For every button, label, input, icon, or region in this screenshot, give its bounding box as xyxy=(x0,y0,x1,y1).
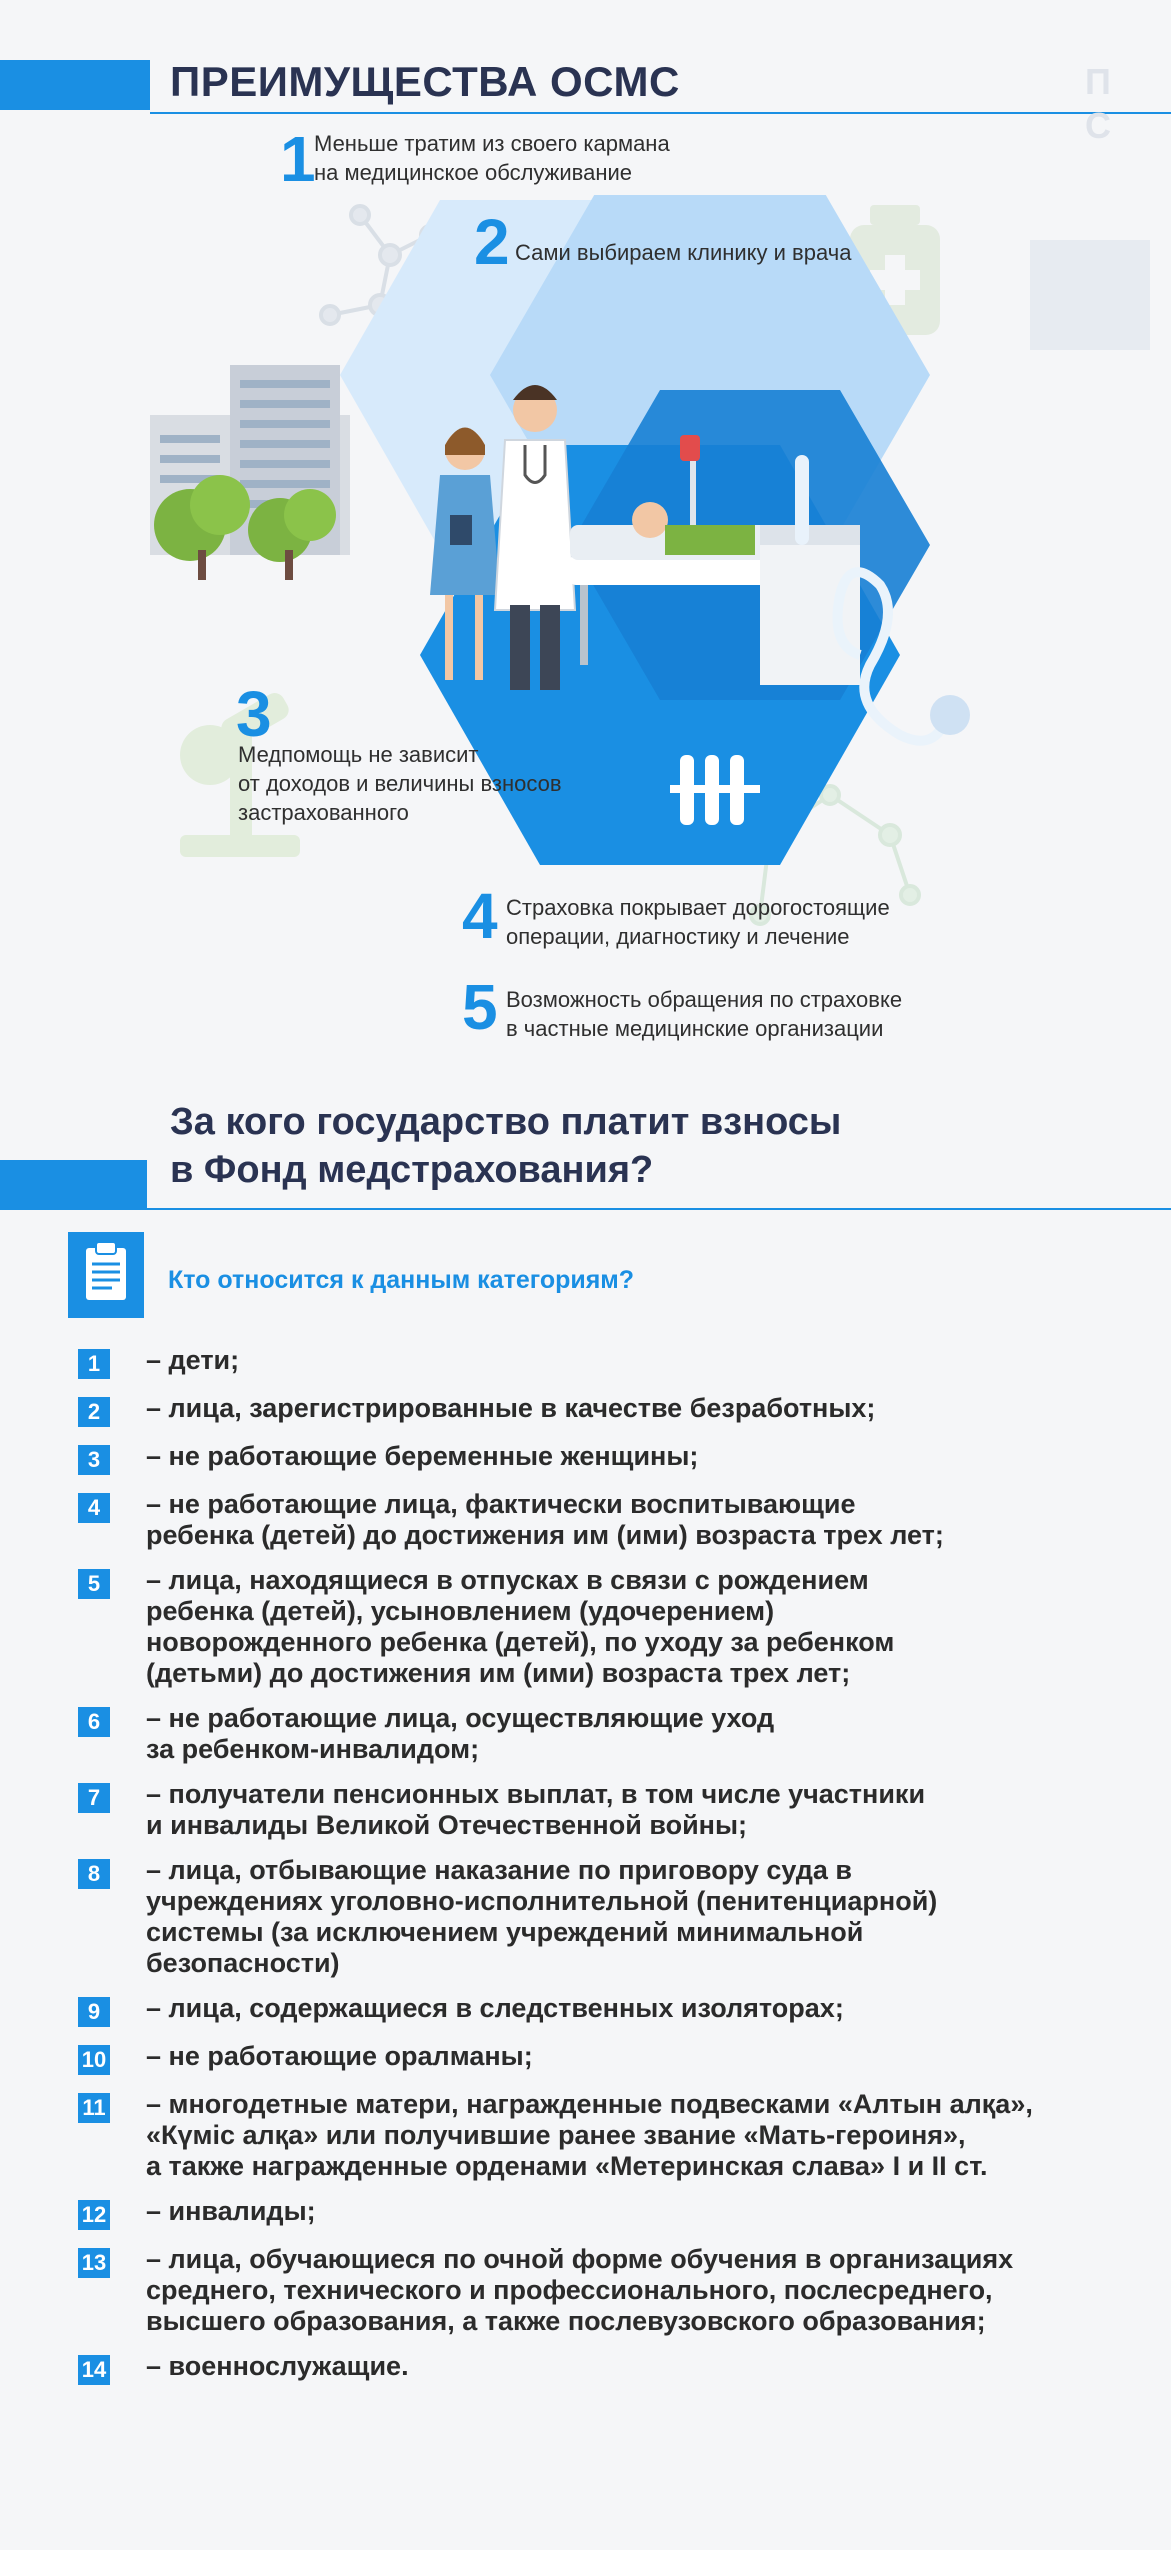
item-text: – военнослужащие. xyxy=(146,2351,409,2381)
item-number-badge: 4 xyxy=(78,1493,110,1523)
item-number-badge: 2 xyxy=(78,1397,110,1427)
item-text: – не работающие оралманы; xyxy=(146,2041,533,2071)
list-item xyxy=(78,1441,1148,1475)
list-item xyxy=(78,1855,1148,1979)
list-item xyxy=(78,1393,1148,1427)
ghost-decoration: П С xyxy=(1085,61,1111,146)
title-accent-bar xyxy=(0,60,150,110)
benefit-number: 4 xyxy=(462,880,498,952)
list-item xyxy=(78,2089,1148,2182)
item-text: – лица, зарегистрированные в качестве безработных; xyxy=(146,1393,876,1423)
item-number-badge: 10 xyxy=(78,2045,110,2075)
benefit-text: Медпомощь не зависит от доходов и величины взносов застрахованного xyxy=(238,742,562,825)
item-text: – получатели пенсионных выплат, в том числе участники и инвалиды Великой Отечественной войны; xyxy=(146,1779,926,1840)
benefit-number: 3 xyxy=(236,678,272,750)
benefit-text: Меньше тратим из своего кармана на медицинское обслуживание xyxy=(314,131,670,185)
item-text: – лица, обучающиеся по очной форме обучения в организациях среднего, технического и профессионального, послесреднего, высшего образования, а также послевузовского образования; xyxy=(146,2244,1014,2336)
item-text: – лица, отбывающие наказание по приговору суда в учреждениях уголовно-исполнительной (пенитенциарной) системы (за исключением учреждений минимальной безопасности) xyxy=(146,1855,938,1978)
item-text: – не работающие лица, осуществляющие уход за ребенком-инвалидом; xyxy=(146,1703,775,1764)
title-rule xyxy=(150,112,1171,114)
item-text: – многодетные матери, награжденные подвесками «Алтын алқа», «Күміс алқа» или получившие ранее звание «Мать-героиня», а также награжденные орденами «Метеринская слава» I и II ст. xyxy=(146,2089,1033,2181)
item-number-badge: 3 xyxy=(78,1445,110,1475)
item-number-badge: 12 xyxy=(78,2200,110,2230)
item-number-badge: 5 xyxy=(78,1569,110,1599)
list-item xyxy=(78,1345,1148,1379)
item-number-badge: 9 xyxy=(78,1997,110,2027)
item-number-badge: 11 xyxy=(78,2093,110,2123)
page-title: ПРЕИМУЩЕСТВА ОСМС xyxy=(170,58,680,105)
categories-list xyxy=(78,1345,1148,2399)
list-item xyxy=(78,2244,1148,2337)
thermometer-icon xyxy=(795,455,809,545)
item-text: – не работающие лица, фактически воспитывающие ребенка (детей) до достижения им (ими) возраста трех лет; xyxy=(146,1489,944,1550)
list-item xyxy=(78,1779,1148,1841)
item-text: – лица, находящиеся в отпусках в связи с рождением ребенка (детей), усыновлением (удочерением) новорожденного ребенка (детей), по уходу за ребенком (детьми) до достижения им (ими) возраста трех лет; xyxy=(146,1565,895,1688)
benefit-text: Сами выбираем клинику и врача xyxy=(515,240,852,265)
section-rule xyxy=(147,1208,1171,1210)
item-text: – инвалиды; xyxy=(146,2196,316,2226)
list-item xyxy=(78,2196,1148,2230)
benefit-number: 2 xyxy=(474,206,510,278)
list-item xyxy=(78,2041,1148,2075)
item-number-badge: 1 xyxy=(78,1349,110,1379)
item-number-badge: 13 xyxy=(78,2248,110,2278)
medical-illustration xyxy=(150,195,1050,1095)
stethoscope-chest-icon xyxy=(930,695,970,735)
item-number-badge: 6 xyxy=(78,1707,110,1737)
benefit-number: 1 xyxy=(280,123,316,195)
section-title: За кого государство платит взносы в Фонд медстрахования? xyxy=(170,1101,842,1191)
benefit-number: 5 xyxy=(462,971,498,1043)
clipboard-icon xyxy=(68,1232,144,1318)
item-text: – не работающие беременные женщины; xyxy=(146,1441,699,1471)
section-subheading: Кто относится к данным категориям? xyxy=(168,1266,635,1294)
item-number-badge: 8 xyxy=(78,1859,110,1889)
item-number-badge: 7 xyxy=(78,1783,110,1813)
section-accent-bar xyxy=(0,1160,147,1210)
item-text: – лица, содержащиеся в следственных изоляторах; xyxy=(146,1993,844,2023)
list-item xyxy=(78,2351,1148,2385)
list-item xyxy=(78,1993,1148,2027)
list-item xyxy=(78,1565,1148,1689)
benefit-text: Страховка покрывает дорогостоящие операции, диагностику и лечение xyxy=(506,895,890,949)
item-text: – дети; xyxy=(146,1345,240,1375)
list-item xyxy=(78,1489,1148,1551)
list-item xyxy=(78,1703,1148,1765)
item-number-badge: 14 xyxy=(78,2355,110,2385)
benefit-text: Возможность обращения по страховке в частные медицинские организации xyxy=(506,987,903,1041)
